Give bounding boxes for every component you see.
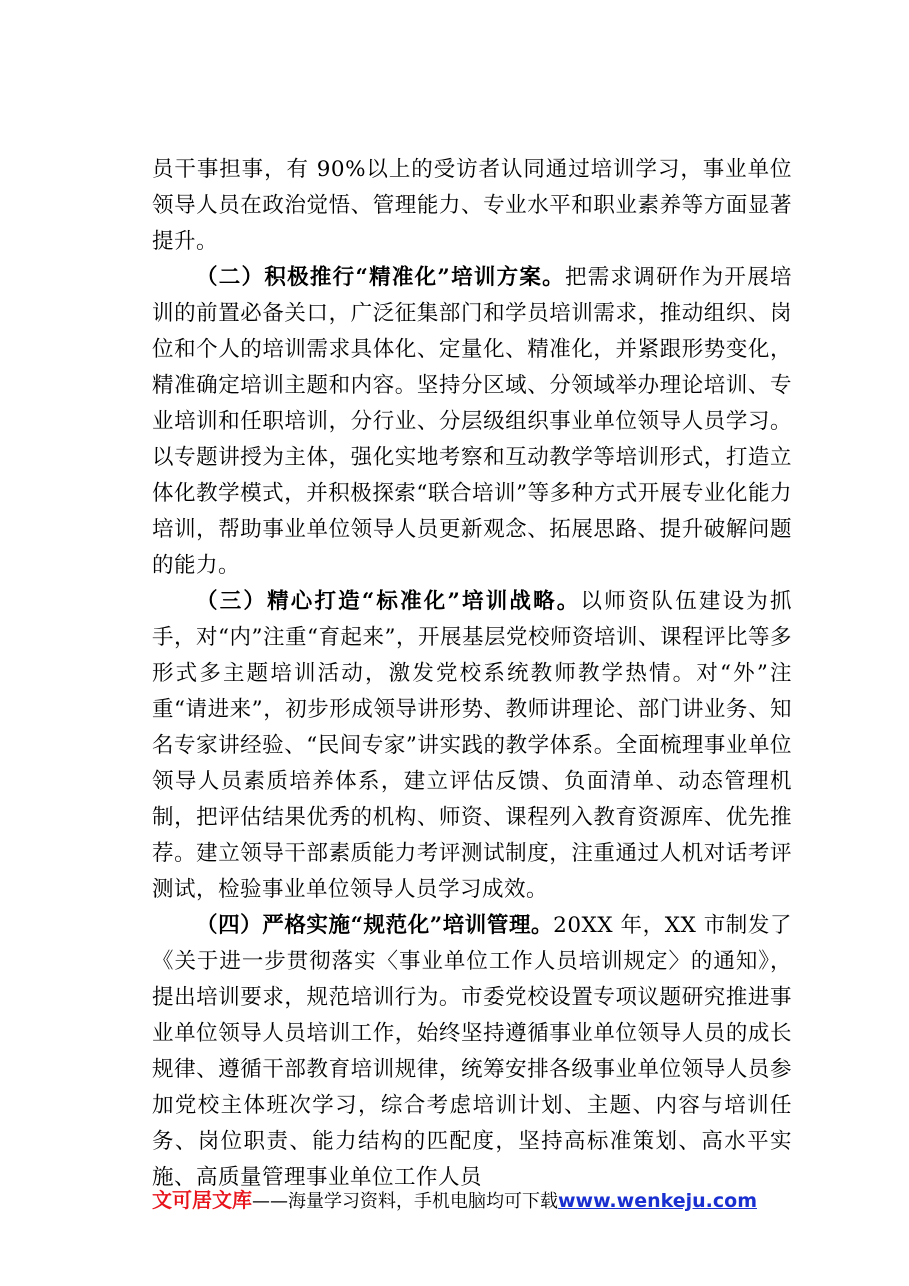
paragraph-3 <box>152 584 792 908</box>
paragraph-4-heading: （四）严格实施“规范化”培训管理。 <box>196 913 554 938</box>
paragraph-4 <box>152 908 792 1196</box>
footer-tagline: ——海量学习资料，手机电脑均可下载 <box>251 1191 558 1212</box>
paragraph-2-text: 把需求调研作为开展培训的前置必备关口，广泛征集部门和学员培训需求，推动组织、岗位和个人的培训需求具体化、定量化、精准化，并紧跟形势变化，精准确定培训主题和内容。坚持分区域、分领域举办理论培训、专业培训和任职培训，分行业、分层级组织事业单位领导人员学习。以专题讲授为主体，强化实地考察和互动教学等培训形式，打造立体化教学模式，并积极探索“联合培训”等多种方式开展专业化能力培训，帮助事业单位领导人员更新观念、拓展思路、提升破解问题的能力。 <box>152 265 792 578</box>
footer-site-link[interactable]: www.wenkeju.com <box>557 1190 757 1212</box>
paragraph-2 <box>152 260 792 584</box>
paragraph-3-heading: （三）精心打造“标准化”培训战略。 <box>196 589 581 614</box>
body-text <box>152 152 792 1196</box>
footer-banner <box>0 1184 909 1213</box>
paragraph-4-text: 20XX 年，XX 市制发了《关于进一步贯彻落实〈事业单位工作人员培训规定〉的通知》，提出培训要求，规范培训行为。市委党校设置专项议题研究推进事业单位领导人员培训工作，始终坚持遵循事业单位领导人员的成长规律、遵循干部教育培训规律，统筹安排各级事业单位领导人员参加党校主体班次学习，综合考虑培训计划、主题、内容与培训任务、岗位职责、能力结构的匹配度，坚持高标准策划、高水平实施、高质量管理事业单位工作人员 <box>152 913 792 1190</box>
paragraph-1-text: 员干事担事，有 90%以上的受访者认同通过培训学习，事业单位领导人员在政治觉悟、管理能力、专业水平和职业素养等方面显著提升。 <box>152 157 792 254</box>
paragraph-1 <box>152 152 792 260</box>
footer-brand: 文可居文库 <box>151 1188 252 1212</box>
paragraph-2-heading: （二）积极推行“精准化”培训方案。 <box>196 265 565 290</box>
paragraph-3-text: 以师资队伍建设为抓手，对“内”注重“育起来”，开展基层党校师资培训、课程评比等多形式多主题培训活动，激发党校系统教师教学热情。对“外”注重“请进来”，初步形成领导讲形势、教师讲理论、部门讲业务、知名专家讲经验、“民间专家”讲实践的教学体系。全面梳理事业单位领导人员素质培养体系，建立评估反馈、负面清单、动态管理机制，把评估结果优秀的机构、师资、课程列入教育资源库、优先推荐。建立领导干部素质能力考评测试制度，注重通过人机对话考评测试，检验事业单位领导人员学习成效。 <box>152 589 792 902</box>
